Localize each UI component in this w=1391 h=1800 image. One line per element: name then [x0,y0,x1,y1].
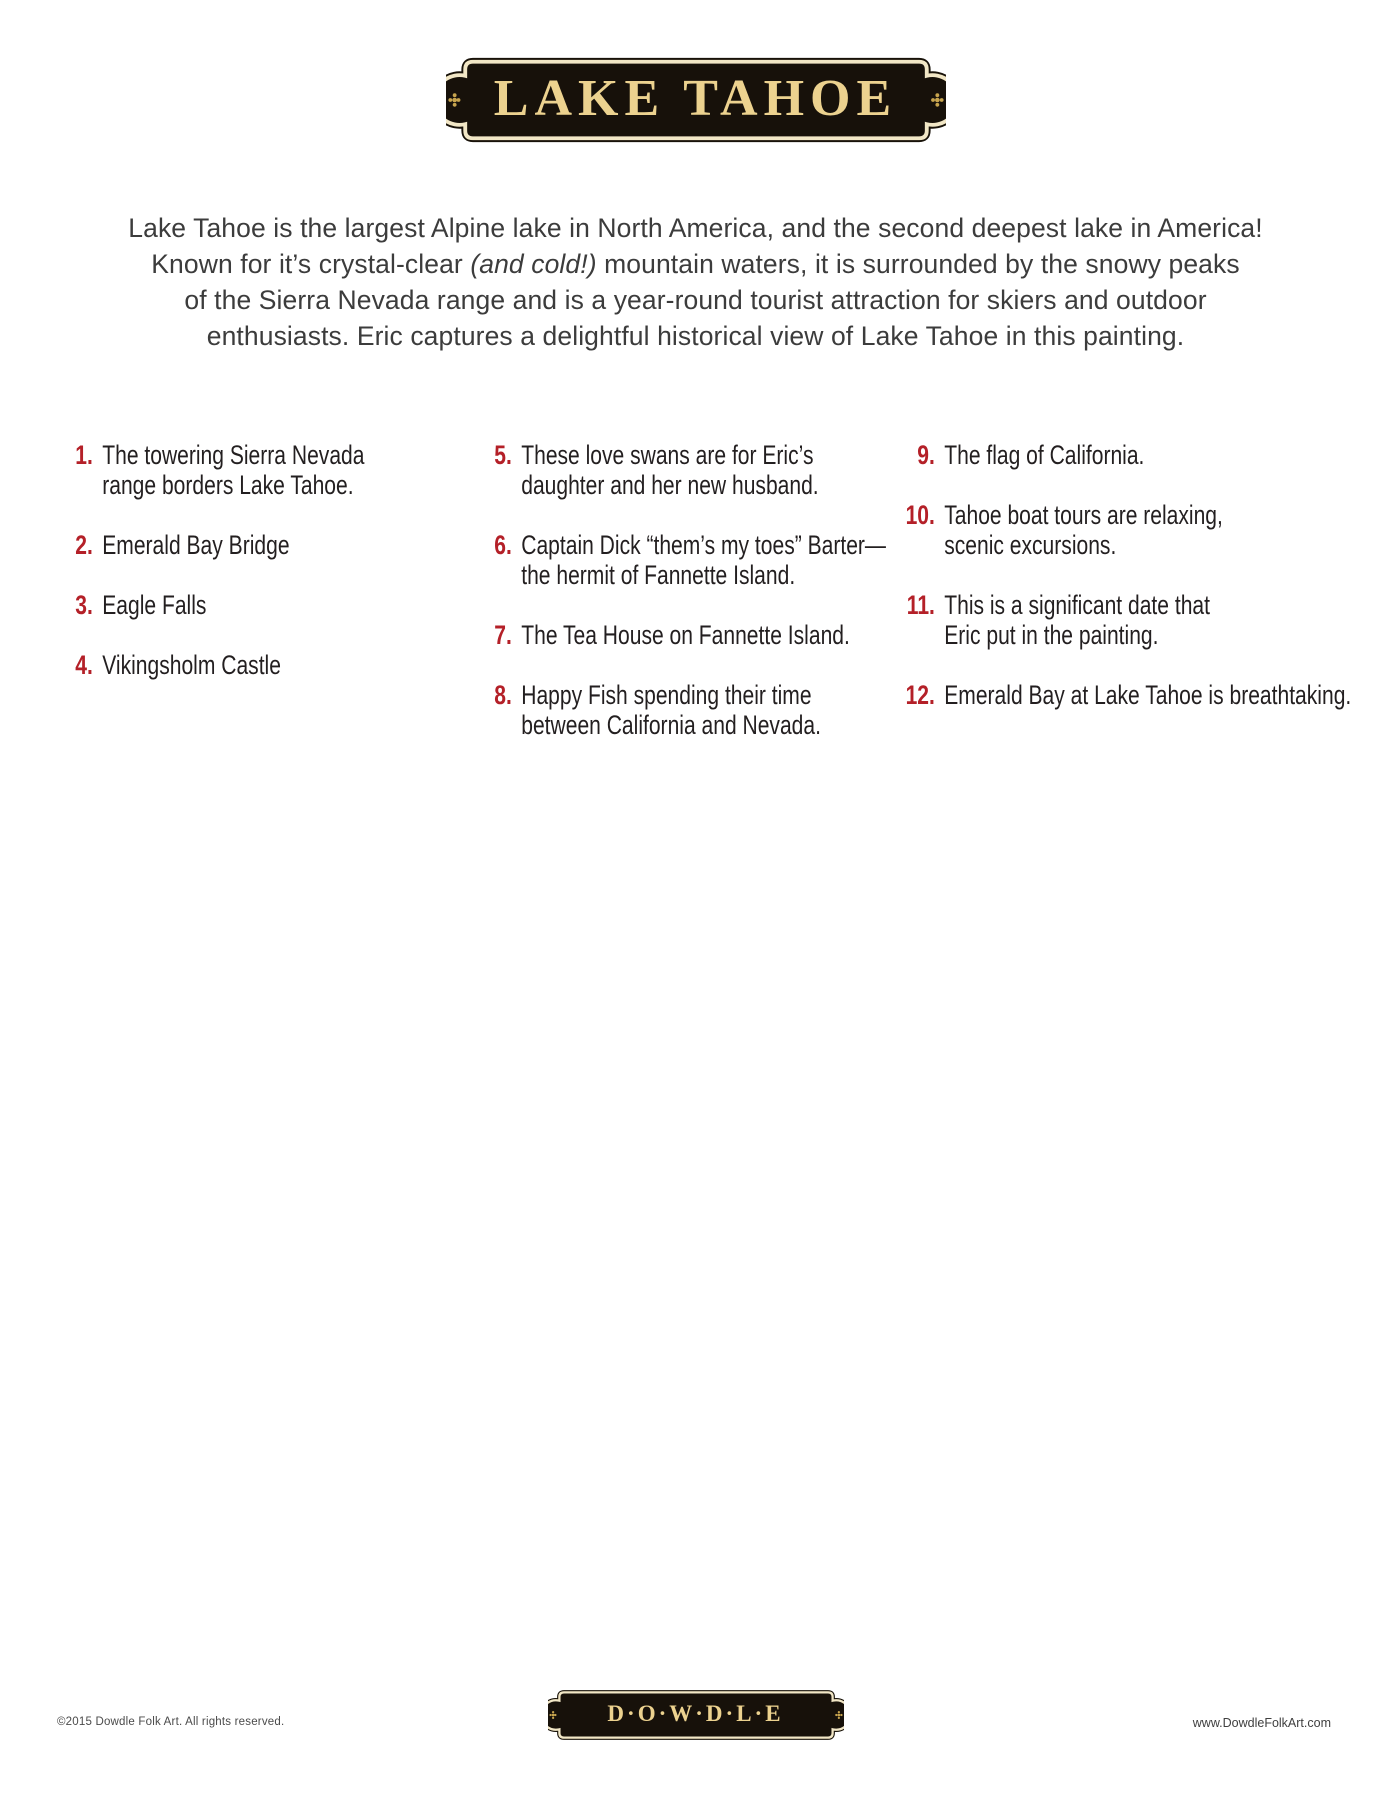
intro-line: of the Sierra Nevada range and is a year-round tourist attraction for skiers and outdoor [184,285,1207,315]
legend-item [476,680,886,740]
item-number: 6. [494,530,512,560]
item-line: The towering Sierra Nevada [102,440,365,470]
legend-column-2 [476,440,886,770]
item-number: 9. [917,440,935,470]
item-line: The flag of California. [944,440,1145,470]
item-line: the hermit of Fannette Island. [521,560,796,590]
item-line: Vikingsholm Castle [102,650,281,680]
legend-column-1 [57,440,364,710]
footer-copyright: ©2015 Dowdle Folk Art. All rights reserved. [57,1716,285,1728]
item-text [102,440,364,500]
dowdle-logo-plaque [548,1689,844,1741]
item-line: between California and Nevada. [521,710,821,740]
item-line: These love swans are for Eric’s [521,440,814,470]
item-number: 10. [905,500,935,530]
legend-item [476,530,886,590]
intro-line [0,246,1391,282]
item-line: Emerald Bay at Lake Tahoe is breathtaking. [944,680,1352,710]
intro-line-segment: mountain waters, it is surrounded by the snowy peaks [596,249,1240,279]
legend-item [899,590,1351,650]
legend-item [899,440,1351,470]
item-line: Tahoe boat tours are relaxing, [944,500,1223,530]
legend-column-3 [899,440,1351,740]
item-line: Captain Dick “them’s my toes” Barter— [521,530,886,560]
item-line: range borders Lake Tahoe. [102,470,354,500]
item-text [944,440,1144,470]
legend-item [899,500,1351,560]
item-text [944,590,1210,650]
item-number: 11. [906,590,935,620]
legend-item [57,440,364,500]
legend-item [476,440,886,500]
item-line: This is a significant date that [944,590,1210,620]
item-line: The Tea House on Fannette Island. [521,620,850,650]
intro-line: enthusiasts. Eric captures a delightful historical view of Lake Tahoe in this painting. [206,321,1185,351]
item-number: 1. [75,440,93,470]
item-text [102,590,206,620]
legend-item [476,620,886,650]
item-number: 2. [75,530,93,560]
item-text [102,530,289,560]
item-line: Emerald Bay Bridge [102,530,290,560]
item-number: 3. [75,590,93,620]
item-line: Eagle Falls [102,590,207,620]
item-text [521,620,850,650]
item-line: daughter and her new husband. [521,470,819,500]
item-text [521,440,818,500]
legend-item [57,530,364,560]
footer-url: www.DowdleFolkArt.com [1192,1716,1331,1730]
intro-line-segment: Known for it’s crystal-clear [151,249,471,279]
item-number: 8. [494,680,512,710]
item-number: 4. [75,650,93,680]
intro-line-italic-segment: (and cold!) [470,249,597,279]
item-text [521,530,886,590]
item-text [521,680,821,740]
item-number: 7. [494,620,512,650]
item-text [102,650,281,680]
item-number: 12. [905,680,935,710]
item-number: 5. [494,440,512,470]
legend-item [899,680,1351,710]
item-line: Happy Fish spending their time [521,680,812,710]
legend-item [57,590,364,620]
item-text [944,500,1223,560]
title-plaque-text: LAKE TAHOE [493,69,898,127]
item-text [944,680,1351,710]
item-line: Eric put in the painting. [944,620,1159,650]
intro-paragraph [0,210,1391,354]
title-plaque [446,56,946,144]
intro-line: Lake Tahoe is the largest Alpine lake in North America, and the second deepest lake in America! [128,213,1263,243]
legend-item [57,650,364,680]
item-line: scenic excursions. [944,530,1117,560]
dowdle-plaque-text: D·O·W·D·L·E [607,1701,784,1726]
